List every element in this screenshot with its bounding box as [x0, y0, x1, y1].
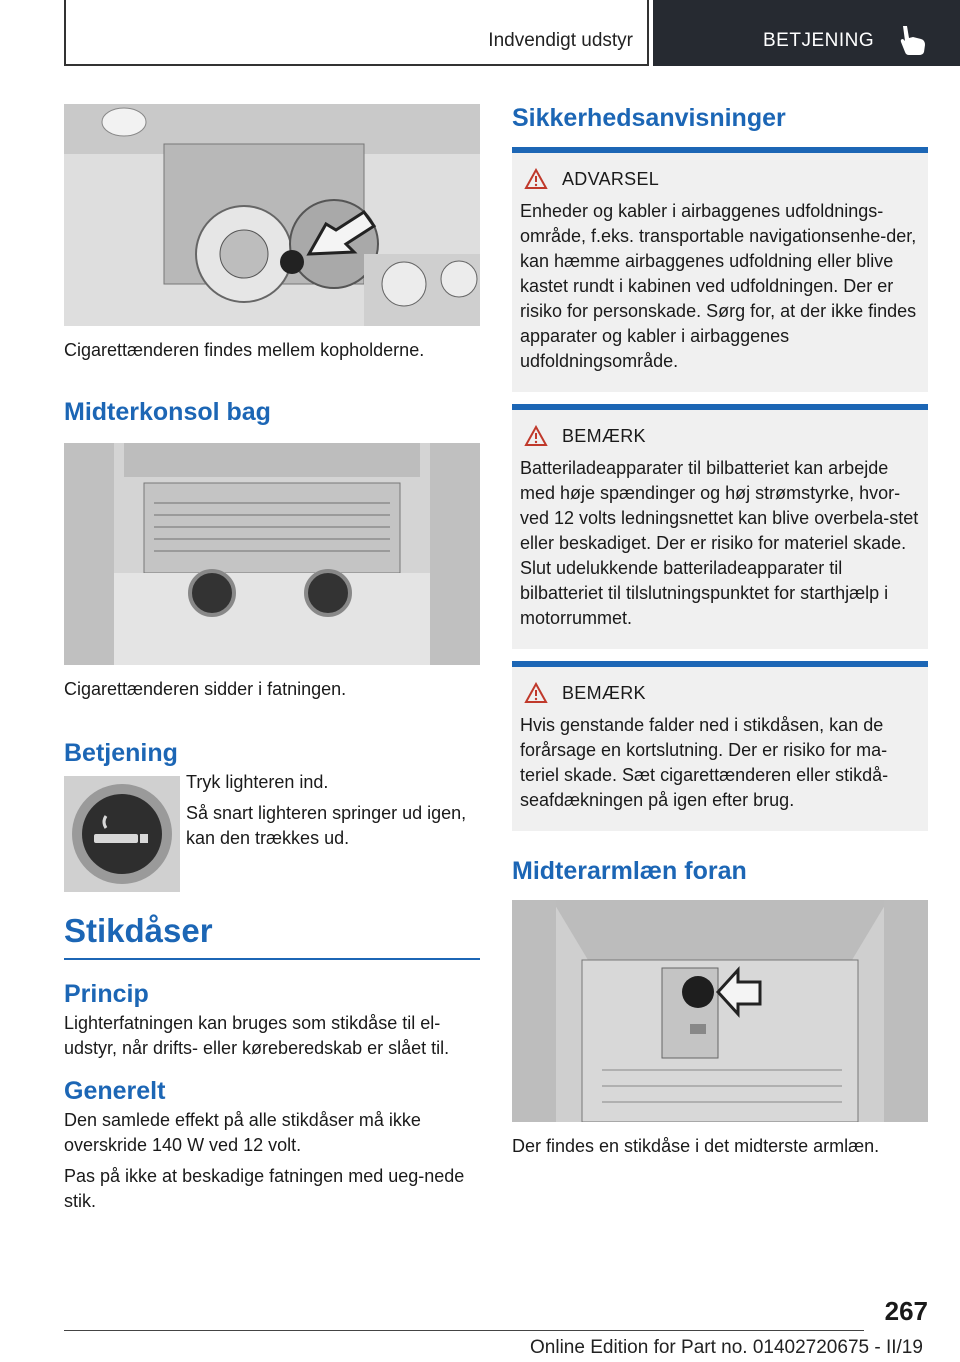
edition-info: Online Edition for Part no. 01402720675 - II/19: [530, 1337, 923, 1358]
operation-step-1: Tryk lighteren ind.: [186, 772, 329, 792]
warning-box: [512, 153, 928, 392]
operation-step-2: Så snart lighteren springer ud igen, kan den trækkes ud.: [186, 803, 467, 848]
caption-cupholder: Cigarettænderen findes mellem kopholderne.: [64, 340, 425, 360]
heading-principle: Princip: [64, 980, 149, 1008]
right-column: [512, 104, 928, 1158]
cupholder-photo: [64, 104, 480, 326]
heading-safety: Sikkerhedsanvisninger: [512, 104, 786, 132]
heading-rule: [64, 958, 480, 960]
header-chapter-box: [653, 0, 960, 66]
operation-block: [64, 770, 480, 888]
heading-front-armrest: Midterarmlæn foran: [512, 857, 747, 885]
warning-triangle-icon: [524, 425, 548, 447]
lighter-icon: [64, 776, 180, 892]
warning-triangle-icon: [524, 682, 548, 704]
heading-rear-console: Midterkonsol bag: [64, 398, 271, 426]
notice-box-2: [512, 667, 928, 831]
left-column: [64, 104, 480, 1214]
heading-general: Generelt: [64, 1077, 166, 1105]
notice-text-1: Batteriladeapparater til bilbatteriet kan arbejde med høje spændinger og høj strømstyrke, hvor-ved 12 volts ledningsnettet kan blive overbela-stet eller beskadiget. Der er risiko for materiel skade. Slut udelukkende batteriladeapparater til bilbatteriet til tilslutningspunktet for starthjælp i motorrummet.: [520, 458, 919, 628]
chapter-title: BETJENING: [763, 30, 875, 51]
heading-operation: Betjening: [64, 739, 178, 767]
notice-title-2: BEMÆRK: [562, 682, 646, 703]
armrest-photo: [512, 900, 928, 1122]
pointing-hand-icon: [897, 24, 927, 56]
warning-text: Enheder og kabler i airbaggenes udfoldnings-område, f.eks. transportable navigationsenhe-der, kan hæmme airbaggenes udfoldning eller blive kastet rundt i kabinen ved udfoldningen. Der er risiko for personskade. Sørg for, at der ikke findes apparater og kabler i airbaggenes udfoldningsområde.: [520, 201, 917, 371]
caption-armrest: Der findes en stikdåse i det midterste armlæn.: [512, 1136, 880, 1156]
general-text-1: Den samlede effekt på alle stikdåser må ikke overskride 140 W ved 12 volt.: [64, 1110, 421, 1155]
page-number: 267: [884, 1296, 928, 1326]
header-section-box: [64, 0, 649, 66]
heading-sockets: Stikdåser: [64, 912, 213, 949]
principle-text: Lighterfatningen kan bruges som stikdåse til el-udstyr, når drifts- eller køreberedskab er slået til.: [64, 1013, 450, 1058]
warning-triangle-icon: [524, 168, 548, 190]
general-text-2: Pas på ikke at beskadige fatningen med ueg-nede stik.: [64, 1166, 465, 1211]
footer-rule: [64, 1330, 864, 1331]
warning-title: ADVARSEL: [562, 168, 660, 189]
notice-text-2: Hvis genstande falder ned i stikdåsen, kan de forårsage en kortslutning. Der er risiko for ma-teriel skade. Sæt cigarettænderen eller stikdå-seafdækningen på igen efter brug.: [520, 715, 889, 810]
section-title: Indvendigt udstyr: [488, 30, 633, 51]
notice-title-1: BEMÆRK: [562, 425, 646, 446]
caption-socket: Cigarettænderen sidder i fatningen.: [64, 679, 347, 699]
rear-console-photo: [64, 443, 480, 665]
notice-box-1: [512, 410, 928, 649]
